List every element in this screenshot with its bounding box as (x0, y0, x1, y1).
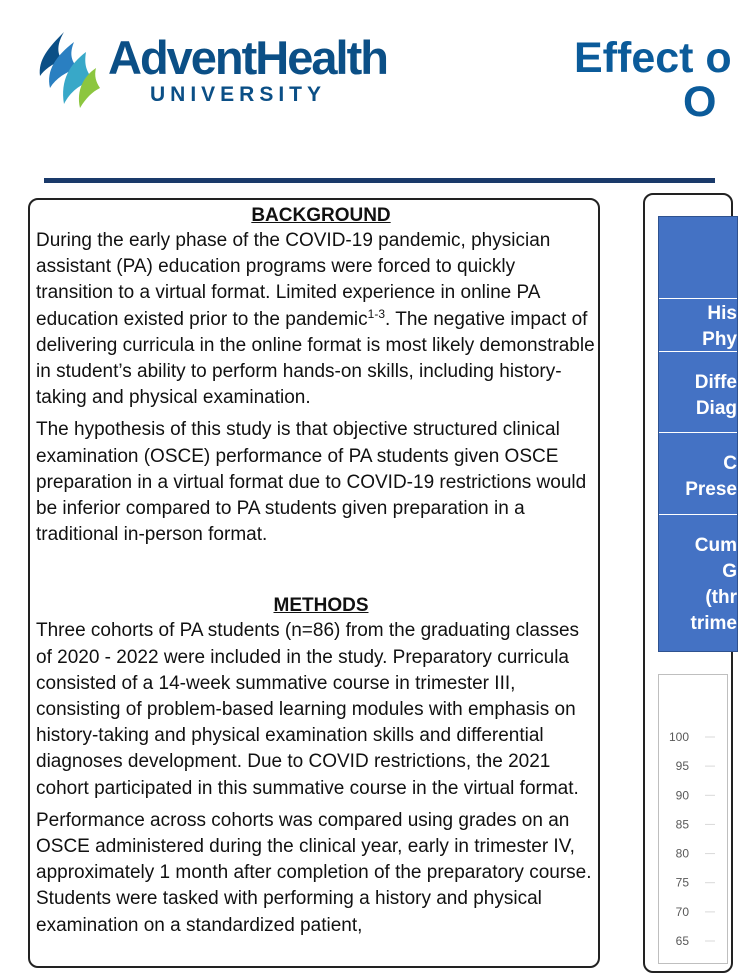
table-row (659, 217, 737, 298)
logo-waves-icon (34, 30, 100, 110)
table-cell-text: Phy (702, 329, 737, 350)
table-row (659, 432, 737, 515)
y-tick-label: 65 (675, 934, 689, 948)
background-paragraph-1-text-b: . The negative impact of delivering curricula in the online format is most likely demonstrable in student’s ability to perform hands-on skills, including history-taking and physical examination. (36, 308, 595, 409)
background-paragraph-1 (36, 228, 596, 411)
poster-title-line-2: O (683, 78, 717, 126)
results-table (658, 216, 738, 652)
background-paragraph-2: The hypothesis of this study is that objective structured clinical examination (OSCE) performance of PA students given OSCE preparation in a virtual format due to COVID-19 restrictions would be inferior compared to PA students given preparation in a traditional in-person format. (36, 419, 587, 546)
table-cell-text: G (722, 561, 737, 582)
results-chart (659, 675, 715, 954)
table-cell-text: (thr (705, 587, 737, 608)
left-text-column (36, 204, 596, 945)
table-row (659, 514, 737, 654)
logo-sub-text: UNIVERSITY (150, 83, 327, 106)
table-cell-text: Cum (694, 535, 737, 556)
citation-superscript: 1-3 (367, 306, 385, 321)
logo-brand-text: AdventHealth (108, 31, 387, 84)
y-tick-label: 90 (675, 788, 689, 803)
poster-title-line-1: Effect o (574, 34, 732, 82)
header-divider (44, 178, 715, 183)
y-tick-label: 80 (675, 846, 689, 861)
background-paragraph-1-text-a: During the early phase of the COVID-19 pandemic, physician assistant (PA) education programs were forced to quickly transition to a virtual format. Limited experience in online PA education existed prior to the pandemic (36, 230, 551, 330)
table-cell-text: Prese (685, 479, 737, 500)
methods-paragraph-1: Three cohorts of PA students (n=86) from the graduating classes of 2020 - 2022 were included in the study. Preparatory curricula consisted of a 14-week summative course in trimester III, consisting of problem-based learning modules with emphasis on history-taking and physical examination skills and differential diagnoses development. Due to COVID restrictions, the 2021 cohort participated in this summative course in the virtual format. (36, 620, 580, 799)
table-row (659, 351, 737, 433)
y-tick-label: 75 (675, 875, 689, 890)
methods-paragraph-2: Performance across cohorts was compared using grades on an OSCE administered during the clinical year, early in trimester IV, approximately 1 month after completion of the preparatory course. Students were tasked with performing a history and physical examination on a standardized patient, (36, 809, 592, 936)
table-cell-text: His (707, 303, 737, 324)
y-tick-label: 100 (668, 730, 689, 744)
y-tick-label: 85 (675, 817, 689, 832)
background-heading: BACKGROUND (251, 205, 391, 226)
table-cell-text: Diffe (694, 372, 737, 393)
table-cell-text: Diag (695, 398, 737, 419)
section-gap (36, 554, 596, 594)
table-cell-text: C (723, 453, 737, 474)
y-tick-label: 95 (675, 759, 689, 774)
table-row (659, 298, 737, 352)
methods-heading: METHODS (273, 595, 369, 617)
y-tick-label: 70 (675, 904, 689, 919)
table-cell-text: trime (690, 613, 737, 634)
adventhealth-university-logo (34, 30, 414, 110)
